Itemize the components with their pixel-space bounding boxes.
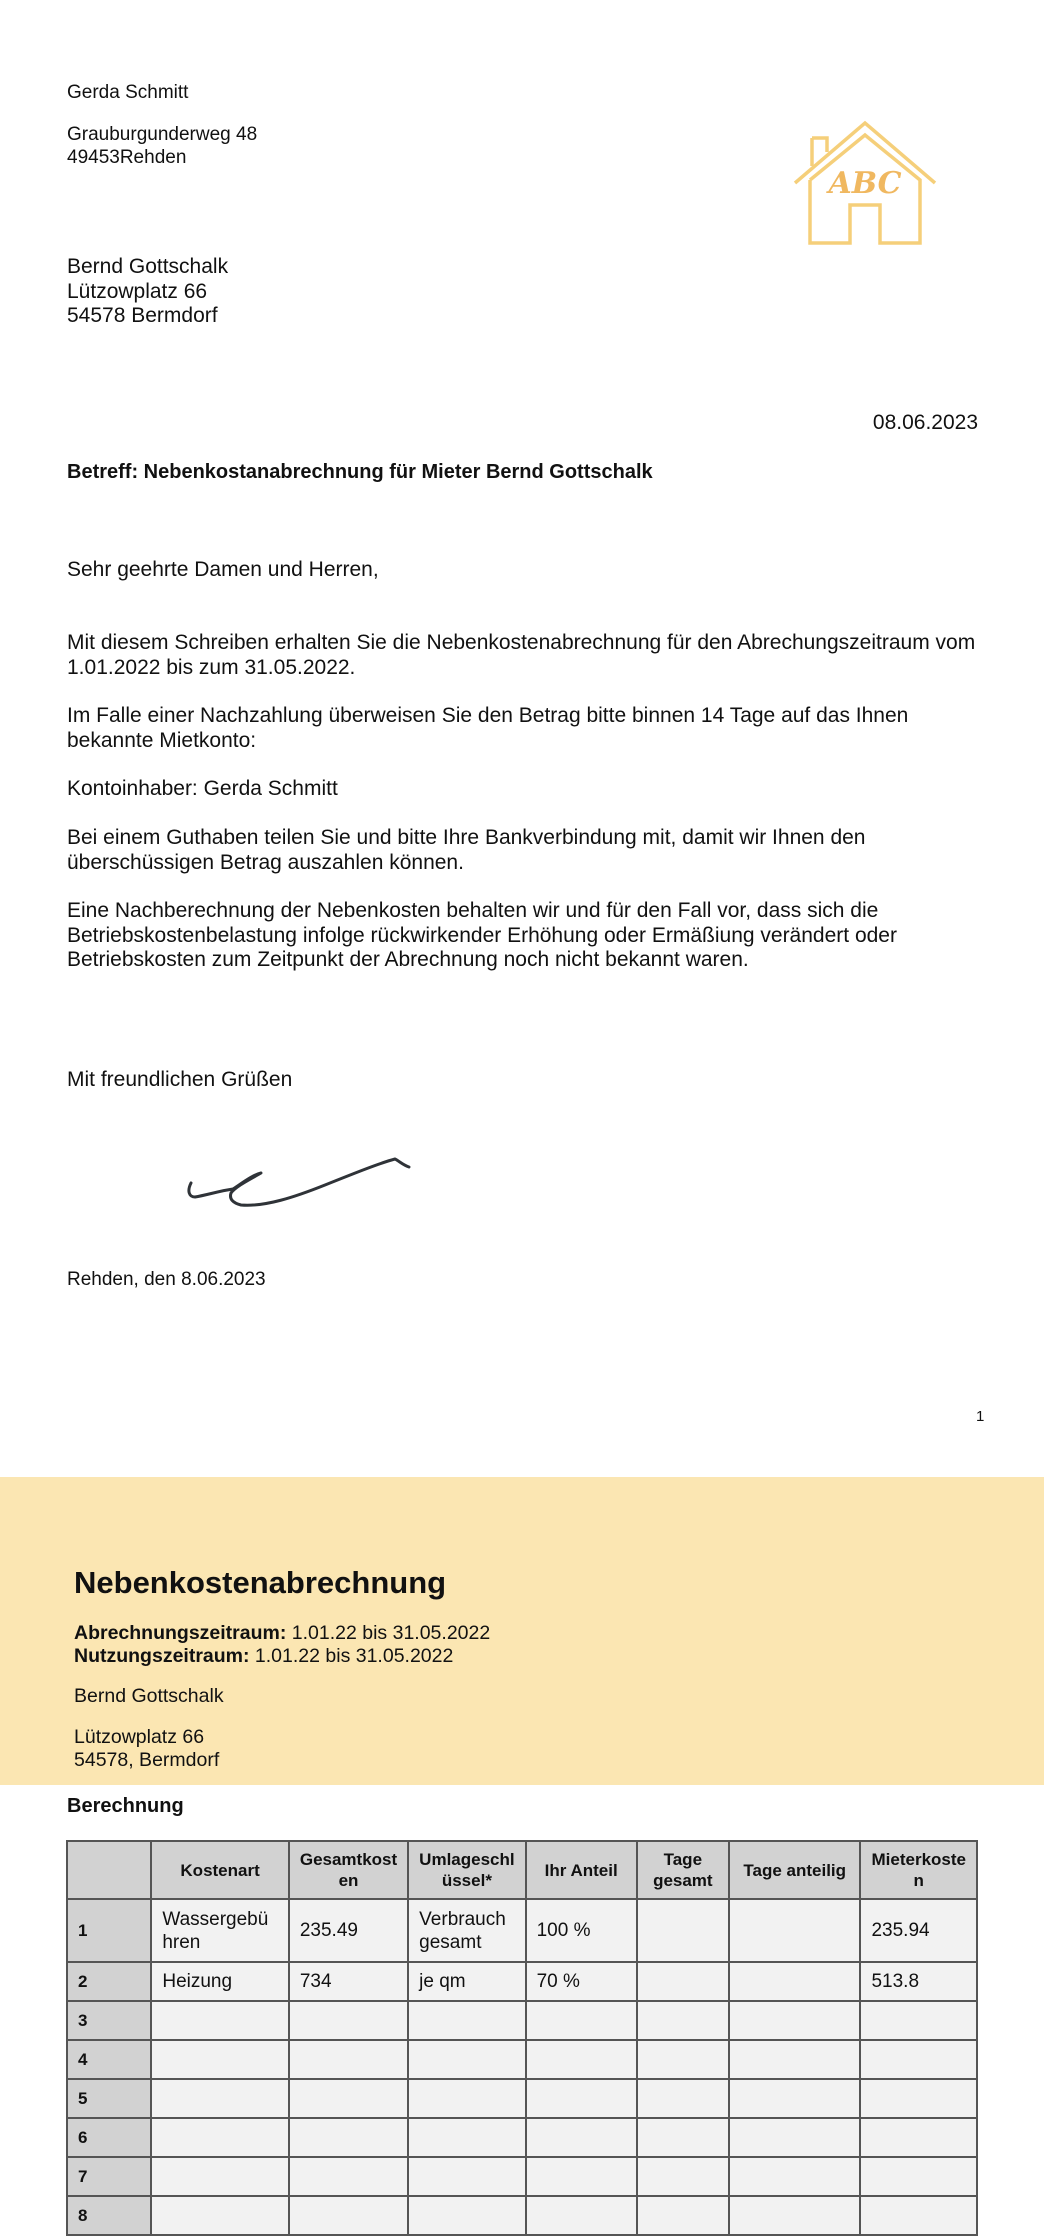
billing-period [74, 1622, 490, 1645]
cell-your-share: 70 % [526, 1962, 637, 2001]
table-row [67, 1962, 977, 2001]
sender-street: Grauburgunderweg 48 [67, 124, 258, 145]
header-cost-type: Kostenart [151, 1841, 289, 1899]
header-index [67, 1841, 151, 1899]
cell-allocation-key [408, 2157, 525, 2196]
cell-total-cost: 235.49 [289, 1899, 408, 1962]
table-row [67, 1899, 977, 1962]
cell-cost-type [151, 2001, 289, 2040]
row-index: 2 [67, 1962, 151, 2001]
header-your-share: Ihr Anteil [526, 1841, 637, 1899]
closing: Mit freundlichen Grüßen [67, 1068, 293, 1091]
cell-allocation-key [408, 2040, 525, 2079]
cell-tenant-cost [860, 2079, 977, 2118]
row-index: 8 [67, 2196, 151, 2235]
cell-allocation-key [408, 2118, 525, 2157]
cell-allocation-key [408, 2001, 525, 2040]
tenant-name: Bernd Gottschalk [74, 1685, 224, 1707]
row-index: 6 [67, 2118, 151, 2157]
subject-line: Betreff: Nebenkostanabrechnung für Mieter Bernd Gottschalk [67, 461, 653, 483]
cell-days-proportional [729, 2040, 861, 2079]
cell-days-total [637, 1962, 729, 2001]
usage-period-label: Nutzungszeitraum: [74, 1645, 250, 1667]
header-total-cost: Gesamtkost en [289, 1841, 408, 1899]
table-row [67, 2118, 977, 2157]
cell-days-total [637, 2079, 729, 2118]
recipient-city: 54578 Bermdorf [67, 304, 218, 327]
cell-your-share [526, 2040, 637, 2079]
cell-days-proportional [729, 2118, 861, 2157]
header-tenant-cost: Mieterkoste n [860, 1841, 977, 1899]
cell-tenant-cost [860, 2001, 977, 2040]
paragraph-credit: Bei einem Guthaben teilen Sie und bitte Ihre Bankverbindung mit, damit wir Ihnen den überschüssigen Betrag auszahlen können. [67, 826, 866, 874]
usage-period-value: 1.01.22 bis 31.05.2022 [249, 1645, 454, 1667]
cell-allocation-key: je qm [408, 1962, 525, 2001]
cell-days-total [637, 2001, 729, 2040]
row-index: 5 [67, 2079, 151, 2118]
cell-allocation-key: Verbrauch gesamt [408, 1899, 525, 1962]
paragraph-recalculation: Eine Nachberechnung der Nebenkosten behalten wir und für den Fall vor, dass sich die Betriebskostenbelastung infolge rückwirkender Erhöhung oder Ermäßiung verändert oder Betriebskosten zum Zeitpunkt der Abrechnung noch nicht bekannt waren. [67, 899, 897, 971]
tenant-address [74, 1726, 219, 1772]
cell-tenant-cost: 513.8 [860, 1962, 977, 2001]
cell-tenant-cost [860, 2157, 977, 2196]
cell-your-share [526, 2001, 637, 2040]
usage-period [74, 1645, 453, 1668]
cell-days-total [637, 2118, 729, 2157]
cell-your-share: 100 % [526, 1899, 637, 1962]
row-index: 4 [67, 2040, 151, 2079]
recipient-address [67, 255, 228, 329]
cost-table [66, 1840, 978, 2236]
cell-total-cost [289, 2040, 408, 2079]
page-number: 1 [976, 1408, 985, 1425]
tenant-street: Lützowplatz 66 [74, 1726, 205, 1748]
table-row [67, 2079, 977, 2118]
sender-address [67, 123, 257, 169]
paragraph-billing-period: Mit diesem Schreiben erhalten Sie die Nebenkostenabrechnung für den Abrechungszeitraum vom 1.01.2022 bis zum 31.05.2022. [67, 631, 976, 679]
cell-days-proportional [729, 1962, 861, 2001]
cell-total-cost [289, 2118, 408, 2157]
calculation-title: Berechnung [67, 1795, 184, 1817]
letter-date: 08.06.2023 [872, 411, 978, 434]
cell-tenant-cost [860, 2040, 977, 2079]
cell-days-total [637, 2157, 729, 2196]
row-index: 1 [67, 1899, 151, 1962]
cell-total-cost [289, 2157, 408, 2196]
table-row [67, 2040, 977, 2079]
house-logo-icon [790, 118, 940, 248]
recipient-name: Bernd Gottschalk [67, 255, 229, 278]
logo-text: ABC [828, 166, 902, 201]
cell-total-cost: 734 [289, 1962, 408, 2001]
cell-tenant-cost [860, 2118, 977, 2157]
sender-name: Gerda Schmitt [67, 82, 189, 103]
billing-period-value: 1.01.22 bis 31.05.2022 [286, 1622, 491, 1644]
cell-cost-type: Wassergebühren [151, 1899, 289, 1962]
paragraph-back-payment: Im Falle einer Nachzahlung überweisen Sie den Betrag bitte binnen 14 Tage auf das Ihnen bekannte Mietkonto: [67, 704, 909, 752]
header-allocation-key: Umlageschl üssel* [408, 1841, 525, 1899]
cell-cost-type [151, 2157, 289, 2196]
cell-your-share [526, 2079, 637, 2118]
cell-your-share [526, 2157, 637, 2196]
row-index: 7 [67, 2157, 151, 2196]
cell-tenant-cost: 235.94 [860, 1899, 977, 1962]
billing-period-label: Abrechnungszeitraum: [74, 1622, 287, 1644]
signature-icon [185, 1155, 435, 1225]
cell-cost-type [151, 2118, 289, 2157]
table-header-row [67, 1841, 977, 1899]
cell-days-proportional [729, 2079, 861, 2118]
sender-city: 49453Rehden [67, 147, 187, 168]
statement-title: Nebenkostenabrechnung [74, 1565, 447, 1600]
recipient-street: Lützowplatz 66 [67, 279, 208, 303]
cell-days-total [637, 2040, 729, 2079]
paragraph-account-holder: Kontoinhaber: Gerda Schmitt [67, 777, 338, 800]
cell-cost-type: Heizung [151, 1962, 289, 2001]
cell-cost-type [151, 2040, 289, 2079]
table-row [67, 2157, 977, 2196]
cell-allocation-key [408, 2079, 525, 2118]
tenant-city: 54578, Bermdorf [74, 1749, 220, 1771]
header-days-proportional: Tage anteilig [729, 1841, 861, 1899]
cell-days-proportional [729, 2001, 861, 2040]
place-and-date: Rehden, den 8.06.2023 [67, 1269, 266, 1290]
cell-total-cost [289, 2079, 408, 2118]
cell-days-proportional [729, 2157, 861, 2196]
cell-total-cost [289, 2001, 408, 2040]
cell-your-share [526, 2118, 637, 2157]
cell-days-total [637, 1899, 729, 1962]
table-row [67, 2001, 977, 2040]
row-index: 3 [67, 2001, 151, 2040]
cell-days-proportional [729, 1899, 861, 1962]
header-days-total: Tage gesamt [637, 1841, 729, 1899]
salutation: Sehr geehrte Damen und Herren, [67, 558, 379, 581]
cell-cost-type [151, 2079, 289, 2118]
